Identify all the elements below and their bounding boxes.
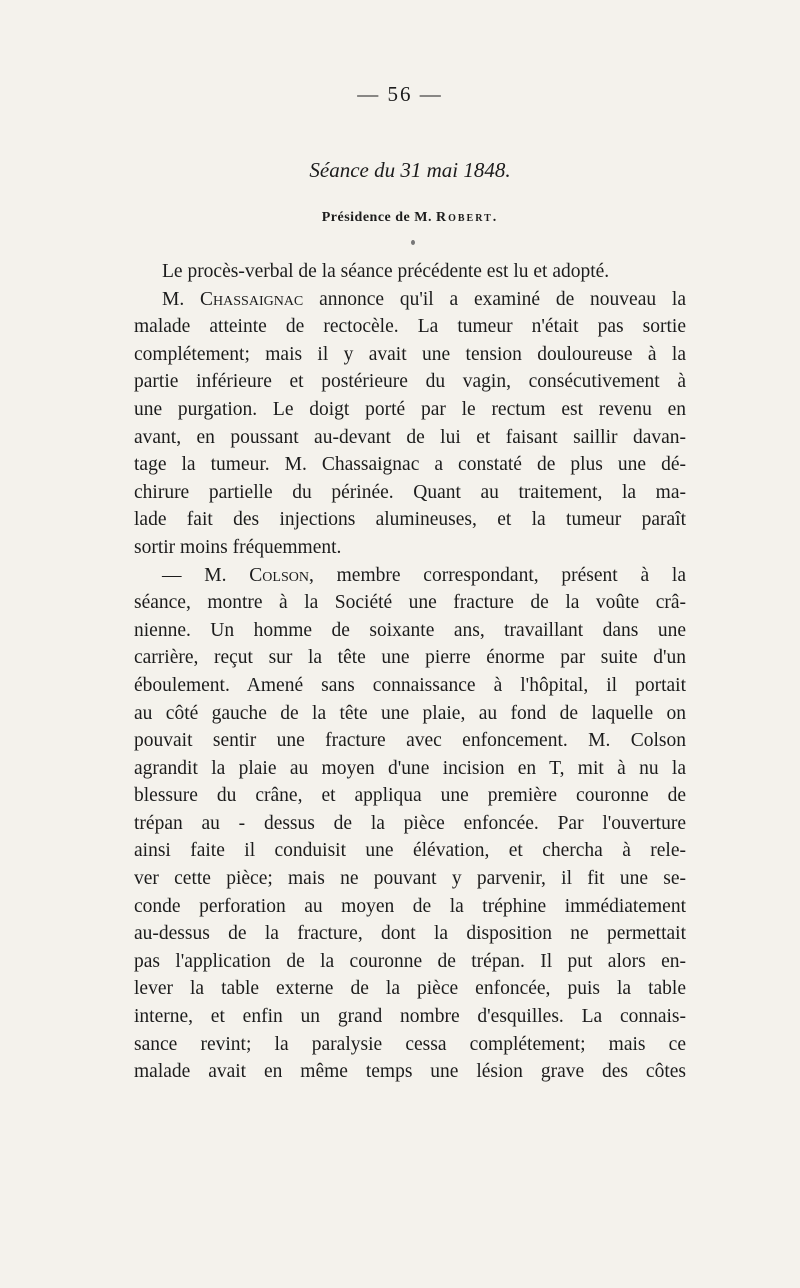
paragraph-line: séance, montre à la Société une fracture de la voûte crâ-: [134, 592, 686, 614]
paragraph-line: complétement; mais il y avait une tension douloureuse à la: [134, 343, 686, 365]
page-number: — 56 —: [357, 82, 443, 106]
speaker-prefix: — M.: [162, 564, 227, 586]
paragraph-line: pouvait sentir une fracture avec enfoncement. M. Colson: [134, 730, 686, 752]
paragraph-line: ver cette pièce; mais ne pouvant y parvenir, il fit une se-: [134, 868, 686, 890]
body-text: [134, 258, 686, 1086]
paragraph-line: [134, 562, 686, 590]
paragraph-line: lever la table externe de la pièce enfoncée, puis la table: [134, 978, 686, 1000]
paragraph-line: pas l'application de la couronne de trépan. Il put alors en-: [134, 950, 686, 972]
paragraph-line: carrière, reçut sur la tête une pierre énorme par suite d'un: [134, 647, 686, 669]
paragraph-line: malade avait en même temps une lésion grave des côtes: [134, 1061, 686, 1083]
paragraph-line: tage la tumeur. M. Chassaignac a constaté de plus une dé-: [134, 454, 686, 476]
paragraph-line: une purgation. Le doigt porté par le rectum est revenu en: [134, 398, 686, 420]
paragraph-line: au côté gauche de la tête une plaie, au fond de laquelle on: [134, 702, 686, 724]
line-rest: , membre correspondant, présent à la: [308, 564, 686, 586]
paragraph-line: avant, en poussant au-devant de lui et faisant saillir davan-: [134, 426, 686, 448]
paragraph-line: trépan au - dessus de la pièce enfoncée. Par l'ouverture: [134, 812, 686, 834]
president-name: Robert.: [435, 210, 499, 225]
paragraph-line: interne, et enfin un grand nombre d'esquilles. La connais-: [134, 1006, 686, 1028]
paragraph-line: [134, 286, 686, 314]
speaker-name: Colson: [249, 564, 309, 586]
session-title: Séance du 31 mai 1848.: [309, 158, 511, 182]
speaker-prefix: M.: [162, 288, 185, 310]
paragraph-line: partie inférieure et postérieure du vagin, consécutivement à: [134, 371, 686, 393]
paragraph-line: chirure partielle du périnée. Quant au traitement, la ma-: [134, 481, 686, 503]
paragraph-line: malade atteinte de rectocèle. La tumeur n'était pas sortie: [134, 316, 686, 338]
speaker-name: Chassaignac: [200, 288, 304, 310]
ink-speck: [411, 240, 415, 245]
paragraph-line: ainsi faite il conduisit une élévation, et chercha à rele-: [134, 840, 686, 862]
paragraph-line: conde perforation au moyen de la tréphine immédiatement: [134, 895, 686, 917]
paragraph-line: agrandit la plaie au moyen d'une incision en T, mit à nu la: [134, 757, 686, 779]
presidency-line: [0, 210, 800, 226]
paragraph-line: au-dessus de la fracture, dont la disposition ne permettait: [134, 923, 686, 945]
line-rest: annonce qu'il a examiné de nouveau la: [319, 288, 687, 310]
paragraph-line: blessure du crâne, et appliqua une première couronne de: [134, 785, 686, 807]
paragraph-line: Le procès-verbal de la séance précédente est lu et adopté.: [162, 261, 610, 282]
paragraph-line: éboulement. Amené sans connaissance à l'hôpital, il portait: [134, 674, 686, 696]
paragraph-line: sortir moins fréquemment.: [134, 536, 342, 558]
paragraph-line: nienne. Un homme de soixante ans, travaillant dans une: [134, 619, 686, 641]
paragraph-line: lade fait des injections alumineuses, et la tumeur paraît: [134, 509, 686, 531]
paragraph-line: sance revint; la paralysie cessa complétement; mais ce: [134, 1033, 686, 1055]
presidency-prefix: Présidence de M.: [321, 210, 432, 225]
